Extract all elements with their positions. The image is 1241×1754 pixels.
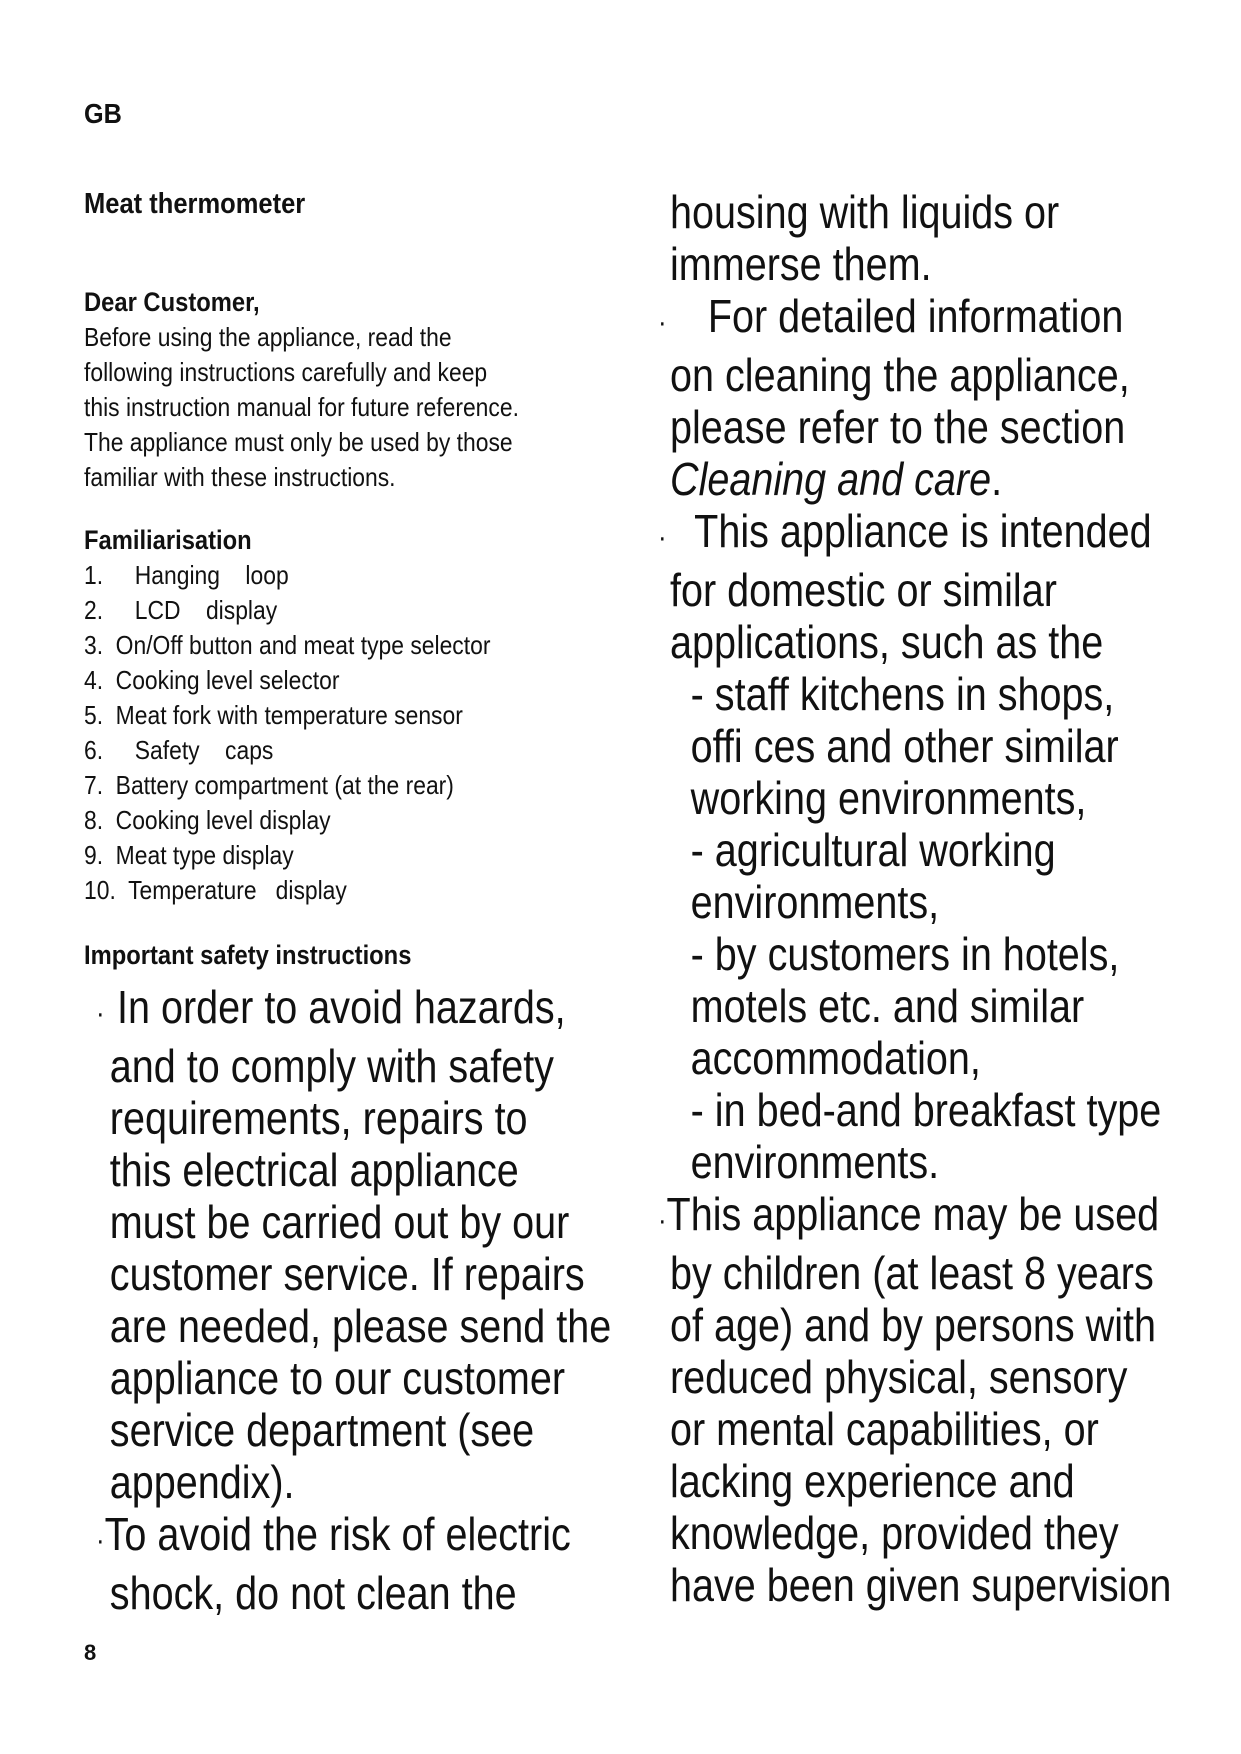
bullet-icon: · <box>96 1524 105 1557</box>
bullet-line: appendix). <box>109 1456 295 1508</box>
bullet-line: are needed, please send the <box>109 1300 612 1352</box>
continuation-line: immerse them. <box>670 238 932 290</box>
bullet-line: knowledge, provided they <box>670 1507 1119 1559</box>
intro-line: Before using the appliance, read the <box>84 322 452 352</box>
sub-line: - staff kitchens in shops, <box>690 668 1115 720</box>
bullet-line: this electrical appliance <box>109 1144 519 1196</box>
right-bullet-3 <box>657 1188 1230 1611</box>
bullet-line: service department (see <box>109 1404 535 1456</box>
list-item: 4. Cooking level selector <box>84 665 340 695</box>
bullet-line: applications, such as the <box>670 616 1104 668</box>
list-item: 10. Temperature display <box>84 875 347 905</box>
bullet-line: lacking experience and <box>670 1455 1075 1507</box>
bullet-line: and to comply with safety <box>109 1040 554 1092</box>
bullet-icon: · <box>657 306 667 339</box>
bullet-text: In order to avoid hazards, <box>116 981 566 1033</box>
bullet-text: This appliance may be used <box>666 1188 1160 1240</box>
bullet-icon: · <box>657 521 667 554</box>
list-item: 3. On/Off button and meat type selector <box>84 630 491 660</box>
list-item: 5. Meat fork with temperature sensor <box>84 700 463 730</box>
page-title: Meat thermometer <box>84 188 306 220</box>
sub-line: accommodation, <box>690 1032 981 1084</box>
bullet-line: by children (at least 8 years <box>670 1247 1154 1299</box>
intro-line: this instruction manual for future reference. <box>84 392 519 422</box>
greeting: Dear Customer, <box>84 287 260 317</box>
sub-line: working environments, <box>690 772 1087 824</box>
intro-line: familiar with these instructions. <box>84 462 396 492</box>
parts-list <box>84 558 644 908</box>
list-item: 6. Safety caps <box>84 735 274 765</box>
bullet-icon: · <box>96 997 105 1030</box>
bullet-line: or mental capabilities, or <box>670 1403 1099 1455</box>
sub-line: environments. <box>690 1136 940 1188</box>
bullet-line: of age) and by persons with <box>670 1299 1157 1351</box>
intro-line: The appliance must only be used by those <box>84 427 513 457</box>
intro-paragraph <box>84 320 644 495</box>
bullet-line: appliance to our customer <box>109 1352 565 1404</box>
list-item: 2. LCD display <box>84 595 278 625</box>
list-item: 1. Hanging loop <box>84 560 289 590</box>
bullet-line: please refer to the section <box>670 401 1126 453</box>
safety-bullet-2 <box>84 1508 644 1619</box>
right-bullet-2 <box>657 505 1230 1188</box>
page-number: 8 <box>84 1640 97 1665</box>
bullet-line: must be carried out by our <box>109 1196 570 1248</box>
right-column <box>657 186 1230 1611</box>
bullet-line: for domestic or similar <box>670 564 1057 616</box>
bullet-line: shock, do not clean the <box>109 1567 517 1619</box>
sub-line: environments, <box>690 876 940 928</box>
intro-line: following instructions carefully and keep <box>84 357 488 387</box>
sub-line: motels etc. and similar <box>690 980 1085 1032</box>
left-column <box>84 188 644 1619</box>
bullet-line: reduced physical, sensory <box>670 1351 1128 1403</box>
continuation-line: housing with liquids or <box>670 186 1060 238</box>
section-reference: Cleaning and care <box>670 453 992 505</box>
safety-heading: Important safety instructions <box>84 940 412 970</box>
bullet-icon: · <box>657 1204 667 1237</box>
sub-line: - agricultural working <box>690 824 1056 876</box>
safety-bullet-1 <box>84 981 644 1508</box>
familiarisation-heading: Familiarisation <box>84 525 252 555</box>
bullet-line: Cleaning and care. <box>670 453 1003 505</box>
sub-line: - by customers in hotels, <box>690 928 1120 980</box>
bullet-line: customer service. If repairs <box>109 1248 585 1300</box>
language-code: GB <box>84 98 122 129</box>
right-bullet-1 <box>657 290 1230 505</box>
bullet-text: This appliance is intended <box>694 505 1152 557</box>
bullet-text: For detailed information <box>707 290 1124 342</box>
list-item: 8. Cooking level display <box>84 805 331 835</box>
bullet-line: have been given supervision <box>670 1559 1172 1611</box>
bullet-line: requirements, repairs to <box>109 1092 528 1144</box>
list-item: 7. Battery compartment (at the rear) <box>84 770 454 800</box>
sub-line: - in bed-and breakfast type <box>690 1084 1162 1136</box>
bullet-text: To avoid the risk of electric <box>104 1508 571 1560</box>
list-item: 9. Meat type display <box>84 840 294 870</box>
sub-line: offi ces and other similar <box>690 720 1119 772</box>
bullet-line: on cleaning the appliance, <box>670 349 1130 401</box>
